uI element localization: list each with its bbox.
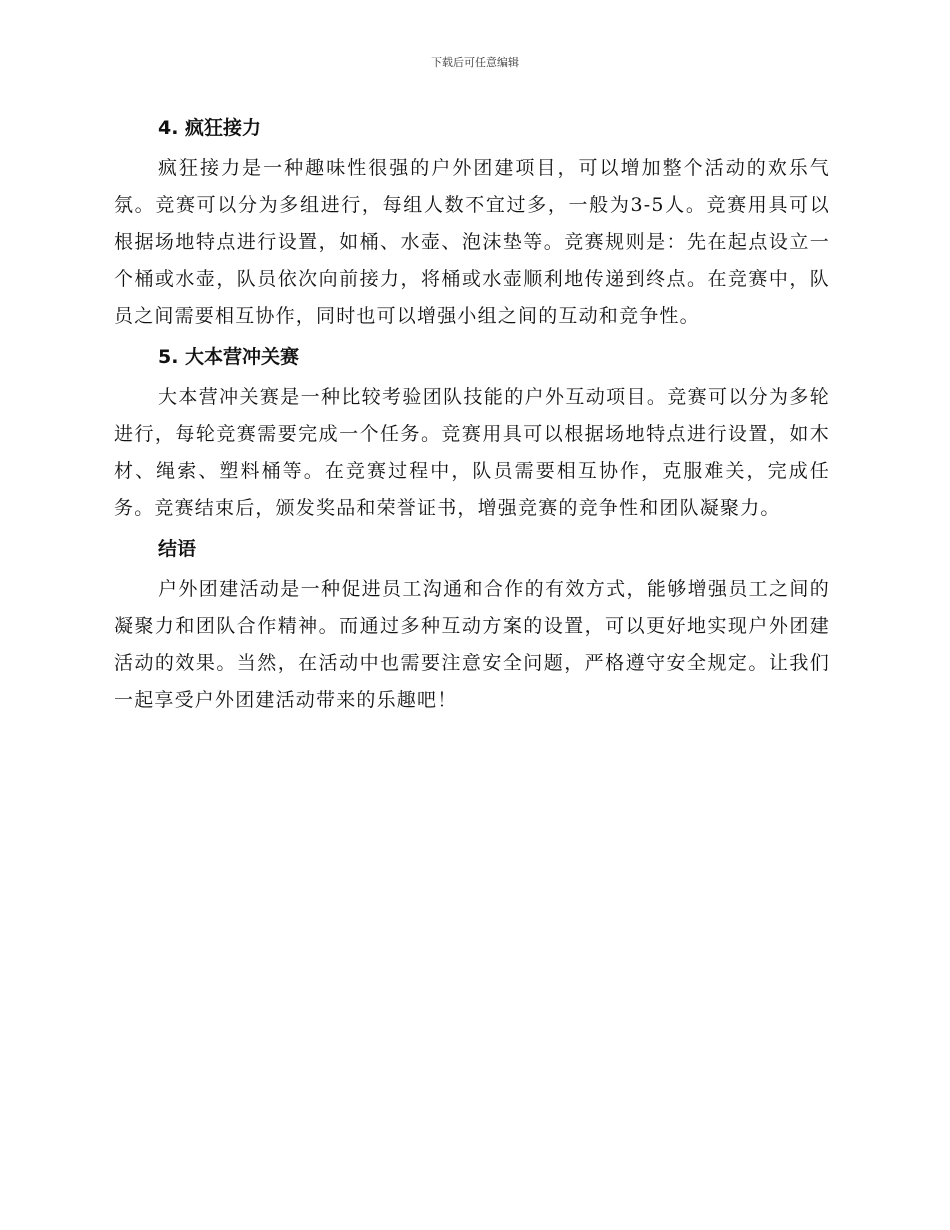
- section-paragraph-conclusion: 户外团建活动是一种促进员工沟通和合作的有效方式，能够增强员工之间的凝聚力和团队合作精神。而通过多种互动方案的设置，可以更好地实现户外团建活动的效果。当然，在活动中也需要注意安全问题，严格遵守安全规定。让我们一起享受户外团建活动带来的乐趣吧！: [114, 578, 830, 711]
- section-heading-conclusion: 结语: [158, 538, 197, 560]
- section-heading-relay: 4. 疯狂接力: [158, 117, 262, 139]
- page-header: 下载后可任意编辑: [431, 56, 519, 69]
- section-heading-camp-challenge: 5. 大本营冲关赛: [158, 346, 300, 368]
- document-body: [114, 106, 830, 719]
- section-paragraph-relay: 疯狂接力是一种趣味性很强的户外团建项目，可以增加整个活动的欢乐气氛。竞赛可以分为多组进行，每组人数不宜过多，一般为3-5人。竞赛用具可以根据场地特点进行设置，如桶、水壶、泡沫垫等。竞赛规则是：先在起点设立一个桶或水壶，队员依次向前接力，将桶或水壶顺利地传递到终点。在竞赛中，队员之间需要相互协作，同时也可以增强小组之间的互动和竞争性。: [114, 157, 830, 327]
- section-paragraph-camp-challenge: 大本营冲关赛是一种比较考验团队技能的户外互动项目。竞赛可以分为多轮进行，每轮竞赛需要完成一个任务。竞赛用具可以根据场地特点进行设置，如木材、绳索、塑料桶等。在竞赛过程中，队员需要相互协作，克服难关，完成任务。竞赛结束后，颁发奖品和荣誉证书，增强竞赛的竞争性和团队凝聚力。: [114, 386, 830, 519]
